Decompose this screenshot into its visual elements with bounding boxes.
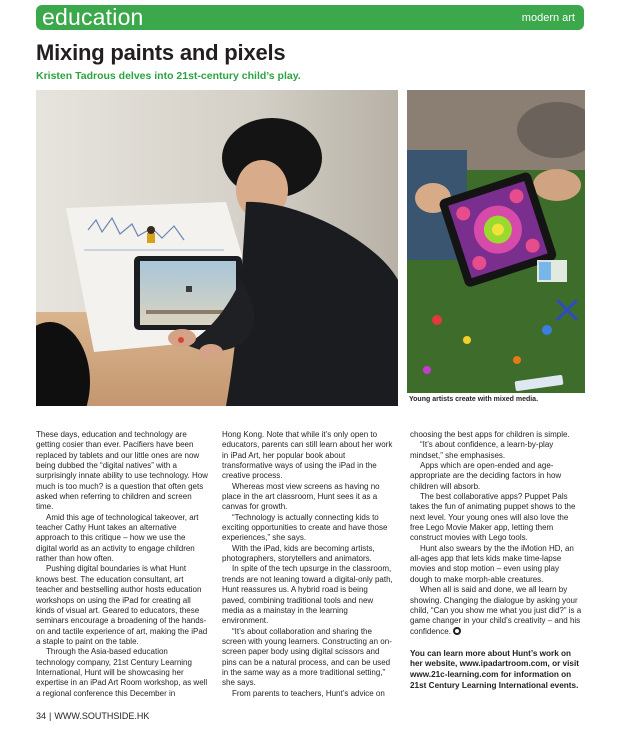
article-standfirst: Kristen Tadrous delves into 21st-century child’s play.	[36, 70, 301, 82]
paragraph: “It’s about collaboration and sharing the screen with young learners. Constructing an on-screen paper body using digital scissors and pins can be a natural process, and can be used in the same way as a more traditional setting,” she says.	[222, 626, 392, 688]
paragraph	[410, 585, 582, 637]
paragraph: With the iPad, kids are becoming artists, photographers, storytellers and animators.	[222, 543, 375, 564]
paragraph: Pushing digital boundaries is what Hunt knows best. The education consultant, art teacher and bestselling author hosts education workshops on using the iPad for creating all kinds of visual art. Geared to educators, these seminars encourage a broadening of the hands-on and tactile experience of art, making the iPad a staple to paint on the table.	[36, 564, 208, 646]
paragraph: Apps which are open-ended and age-appropriate are the deciding factors in how children will absorb.	[410, 461, 562, 491]
end-of-article-icon	[453, 627, 461, 635]
paragraph: From parents to teachers, Hunt’s advice on	[232, 688, 385, 698]
page-footer	[36, 711, 149, 721]
article-outro: You can learn more about Hunt’s work on her website, www.ipadartroom.com, or visit www.21c-learning.com for information on 21st Century Learning International events.	[410, 648, 579, 690]
article-headline: Mixing paints and pixels	[36, 40, 286, 65]
paragraph: Amid this age of technological takeover, art teacher Cathy Hunt takes an alternative approach to this critique – how we use the digital world as an activity to engage children rather than how often.	[36, 512, 199, 564]
page-number: 34	[36, 711, 47, 721]
footer-site: WWW.SOUTHSIDE.HK	[54, 711, 150, 721]
paragraph-text: When all is said and done, we all learn by showing. Changing the dialogue by asking your child, “Can you show me what you just did?” is a game changer in your child’s creativity – and his confidence.	[410, 585, 582, 636]
paragraph: Through the Asia-based education technology company, 21st Century Learning International, Hunt will be showcasing her expertise in an iPad Art Room workshop, as well a regional conference this December in	[36, 647, 208, 698]
paragraph: “It’s about confidence, a learn-by-play mindset,” she emphasises.	[410, 440, 554, 460]
paragraph: In spite of the tech upsurge in the classroom, trends are not leaning toward a digital-only path, Hunt reassures us. A hybrid road is being paved, combining traditional tools and new media as a mainstay in the learning environment.	[222, 564, 393, 626]
category-label: modern art	[521, 11, 575, 24]
paragraph: choosing the best apps for children is simple.	[410, 430, 570, 439]
paragraph: These days, education and technology are getting cosier than ever. Pacifiers have been replaced by tablets and our little ones are now being dubbed the “digital natives” with a surprisingly innate ability to use technology. How much is too much? is a question that often gets asked when referring to children and screen time.	[36, 430, 208, 512]
paragraph: “Technology is actually connecting kids to exciting opportunities to create and have those experiences,” she says.	[222, 512, 388, 543]
paragraph: The best collaborative apps? Puppet Pals takes the fun of animating puppet shows to the next level. Your young ones will also love the free Lego Movie Maker app, letting them construct movies with Lego tools.	[410, 492, 576, 543]
article-column-1	[36, 430, 208, 699]
paragraph: Hunt also swears by the the iMotion HD, an all-ages app that lets kids make time-lapse movies and stop motion – even using play dough to make morph-able creatures.	[410, 543, 574, 584]
paragraph: Whereas most view screens as having no place in the art classroom, Hunt sees it as a canvas for growth.	[222, 481, 380, 512]
section-header-bar	[36, 5, 584, 30]
paragraph: Hong Kong. Note that while it’s only open to educators, parents can still learn about her work in iPad Art, her popular book about transformative ways of using the iPad in the creative process.	[222, 430, 393, 481]
kids-tablet-craft-photo	[407, 90, 585, 393]
article-column-2	[222, 430, 394, 699]
child-with-ipad-photo	[36, 90, 398, 406]
photo-caption: Young artists create with mixed media.	[409, 396, 539, 403]
footer-separator: |	[49, 711, 52, 721]
section-name: education	[42, 4, 144, 30]
article-column-3	[410, 430, 582, 691]
